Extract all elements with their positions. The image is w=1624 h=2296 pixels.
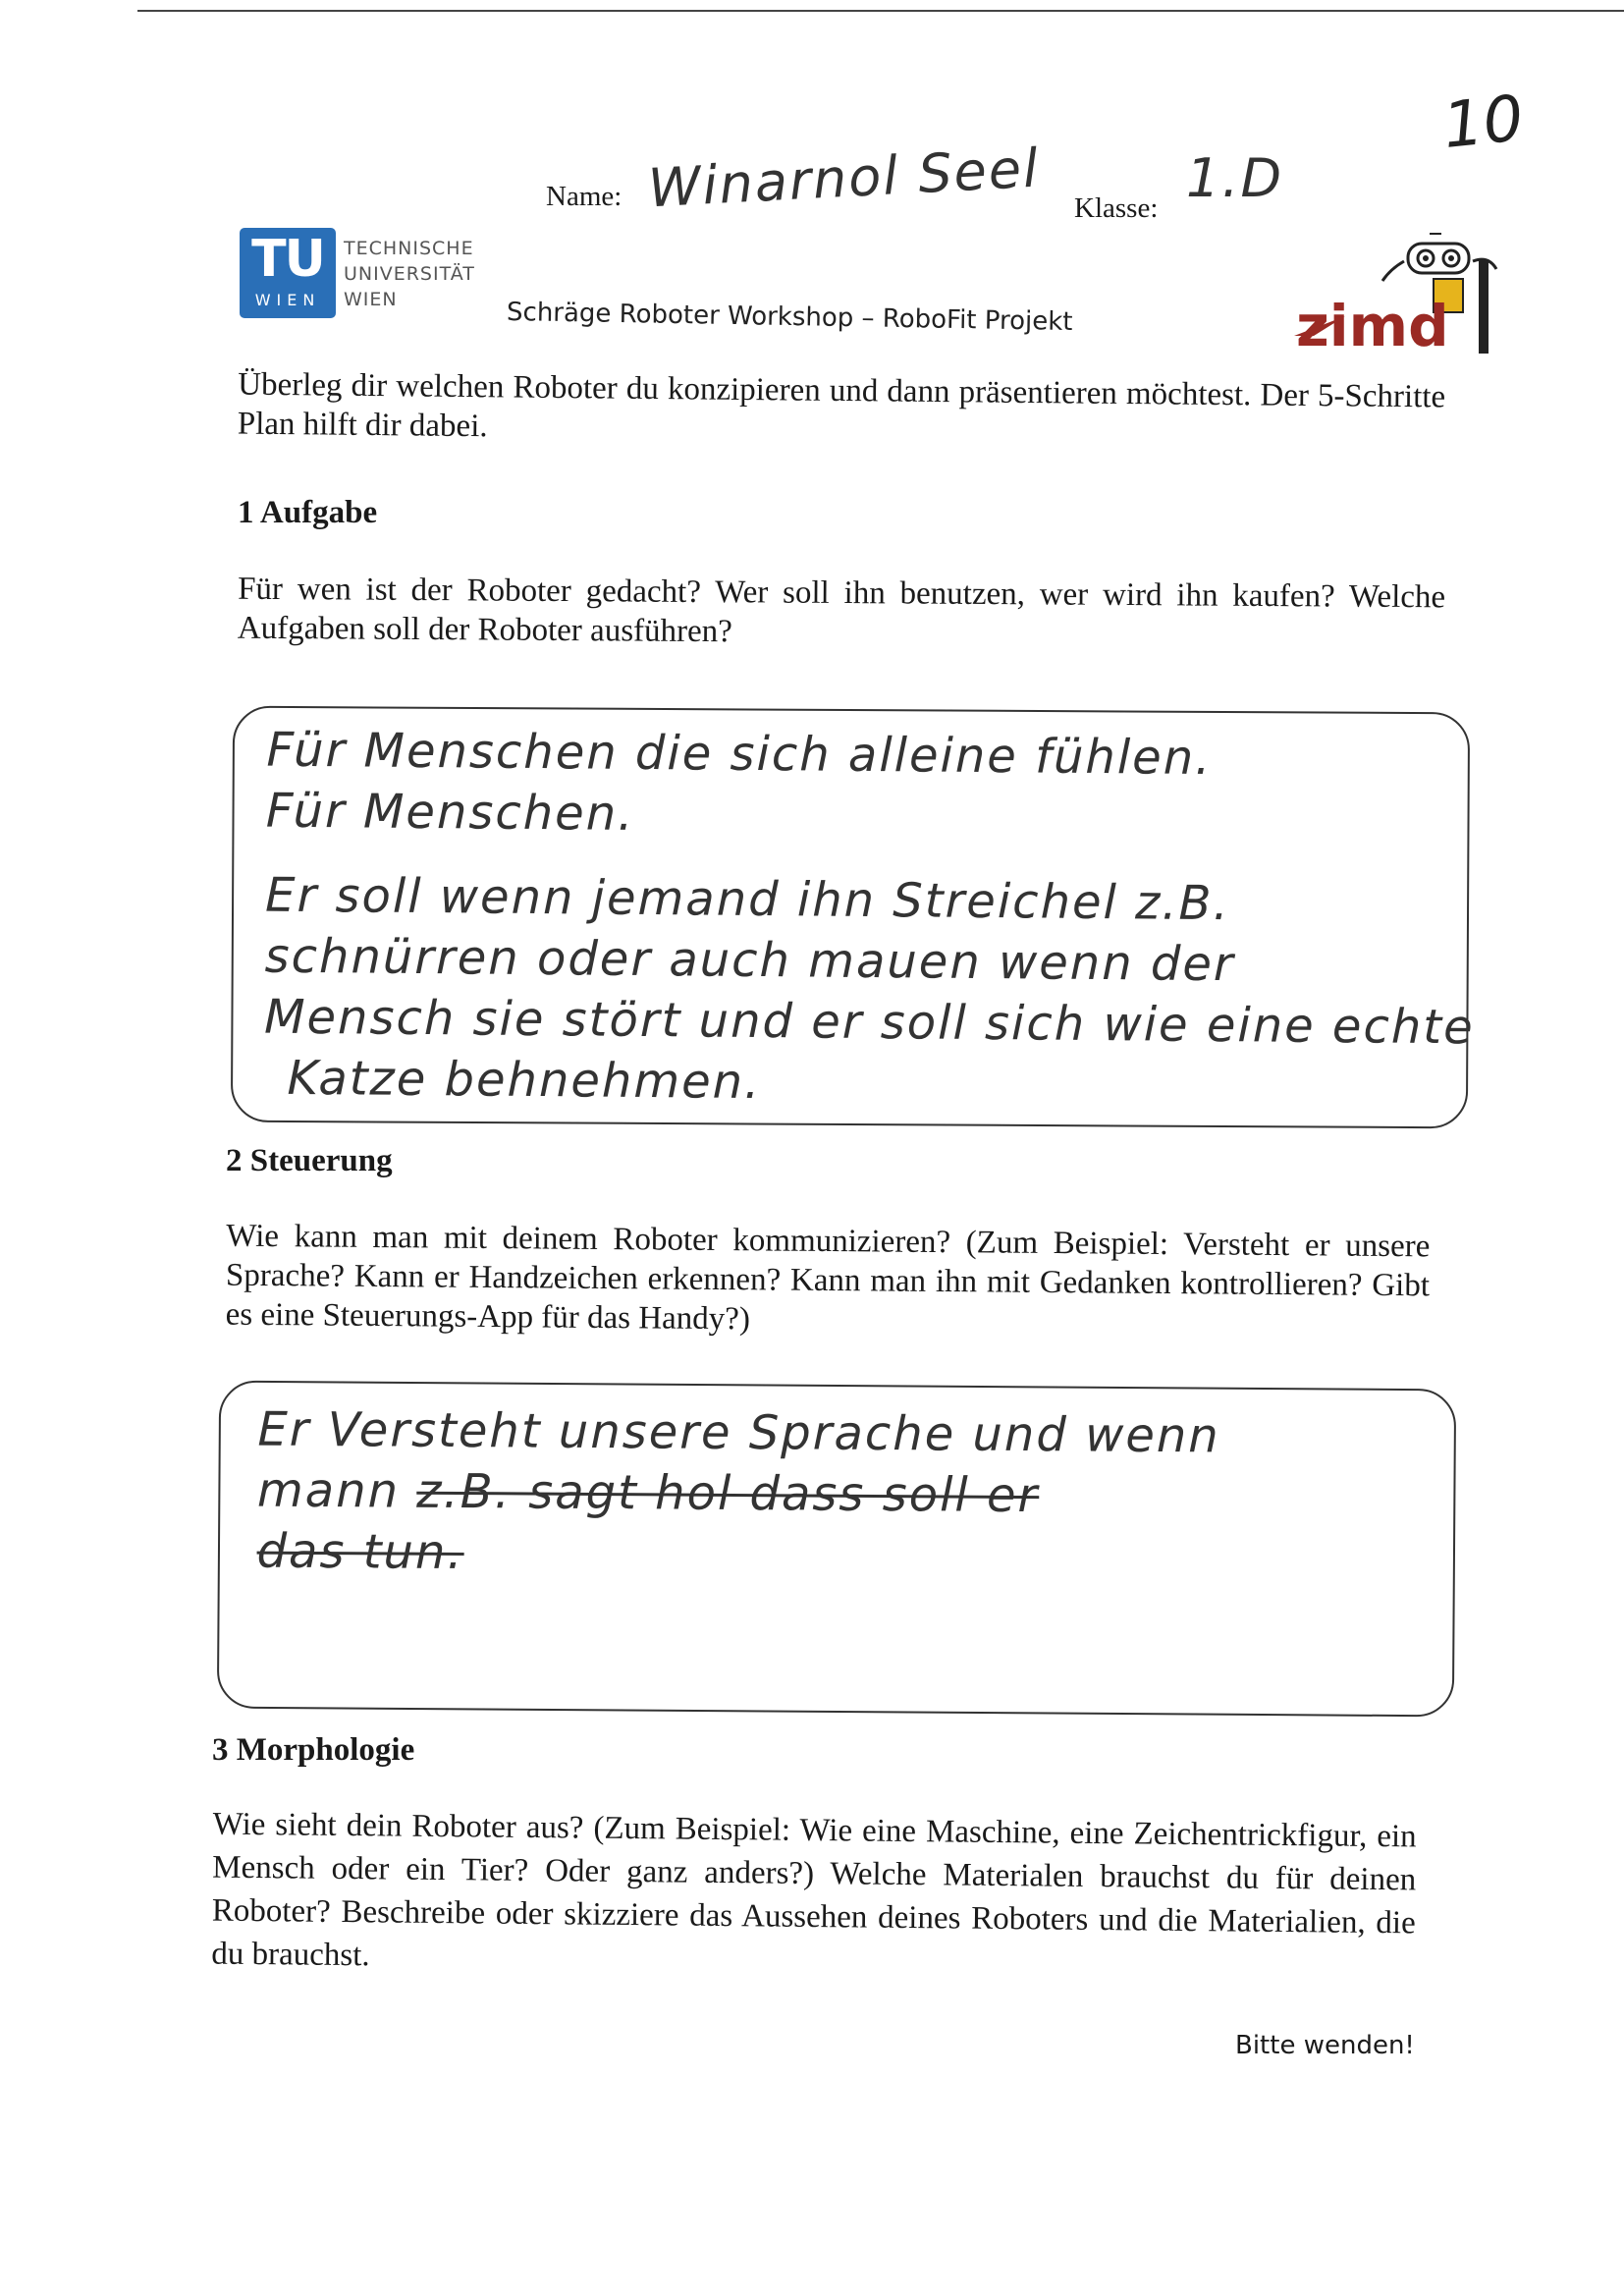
intro-text: Überleg dir welchen Roboter du konzipieren und dann präsentieren möchtest. Der 5-Schritte Plan hilft dir dabei. [237,366,1446,445]
answer-text: mann [256,1462,401,1519]
struck-out-text: das tun. [256,1523,464,1581]
tu-name-line3: WIEN [344,289,398,310]
section-3-question: Wie sieht dein Roboter aus? (Zum Beispiel: Wie eine Maschine, eine Zeichentrickfigur, ein Mensch oder ein Tier? Oder ganz anders?) Welche Materialen brauchst du für deinen Roboter? Beschreibe oder skizziere das Aussehen deines Roboters und die Materialien, die du brauchst. [211,1806,1417,1974]
tu-wien-name [344,236,475,312]
answer-line: Er soll wenn jemand ihn Streichel z.B. [264,867,1231,932]
section-1-answer [263,720,1477,1120]
section-1-heading: 1 Aufgabe [238,495,378,530]
answer-line: Für Menschen. [265,783,635,842]
section-1-question: Für wen ist der Roboter gedacht? Wer soll ihn benutzen, wer wird ihn kaufen? Welche Aufgaben soll der Roboter ausführen? [237,571,1446,650]
struck-out-text: z.B. sagt hol dass soll er [416,1463,1040,1524]
answer-line [257,1460,1220,1528]
klasse-value: 1.D [1186,147,1284,209]
tu-wien-logo [240,228,336,318]
name-label: Name: [546,181,623,212]
zimd-logo-text: zimd [1296,293,1449,354]
name-value: Winarnol Seel [646,137,1042,220]
section-2-question: Wie kann man mit deinem Roboter kommunizieren? (Zum Beispiel: Versteht er unsere Sprache? Kann er Handzeichen erkennen? Kann man ihn mit Gedanken kontrollieren? Gibt es eine Steuerungs-App für das Handy?) [225,1218,1431,1338]
tu-logo-mark: TU [251,230,324,289]
section-2-answer [256,1399,1220,1589]
workshop-title: Schräge Roboter Workshop – RoboFit Projekt [506,297,1073,338]
answer-line: Katze behnehmen. [287,1050,762,1111]
page-number: 10 [1439,82,1528,164]
turn-page-note: Bitte wenden! [1235,2031,1415,2060]
section-3-heading: 3 Morphologie [212,1732,415,1768]
top-rule [137,10,1624,12]
answer-line: Er Versteht unsere Sprache und wenn [257,1401,1220,1464]
answer-line: Für Menschen die sich alleine fühlen. [266,722,1213,787]
answer-line: schnürren oder auch mauen wenn der [264,928,1235,993]
klasse-label: Klasse: [1074,192,1159,224]
answer-line: Mensch sie stört und er soll sich wie eine echte [263,989,1475,1056]
section-2-heading: 2 Steuerung [226,1143,393,1178]
zimd-logo [1286,226,1510,354]
tu-logo-wien: WIEN [254,291,321,309]
tu-name-line1: TECHNISCHE [344,238,474,259]
tu-name-line2: UNIVERSITÄT [344,263,475,285]
